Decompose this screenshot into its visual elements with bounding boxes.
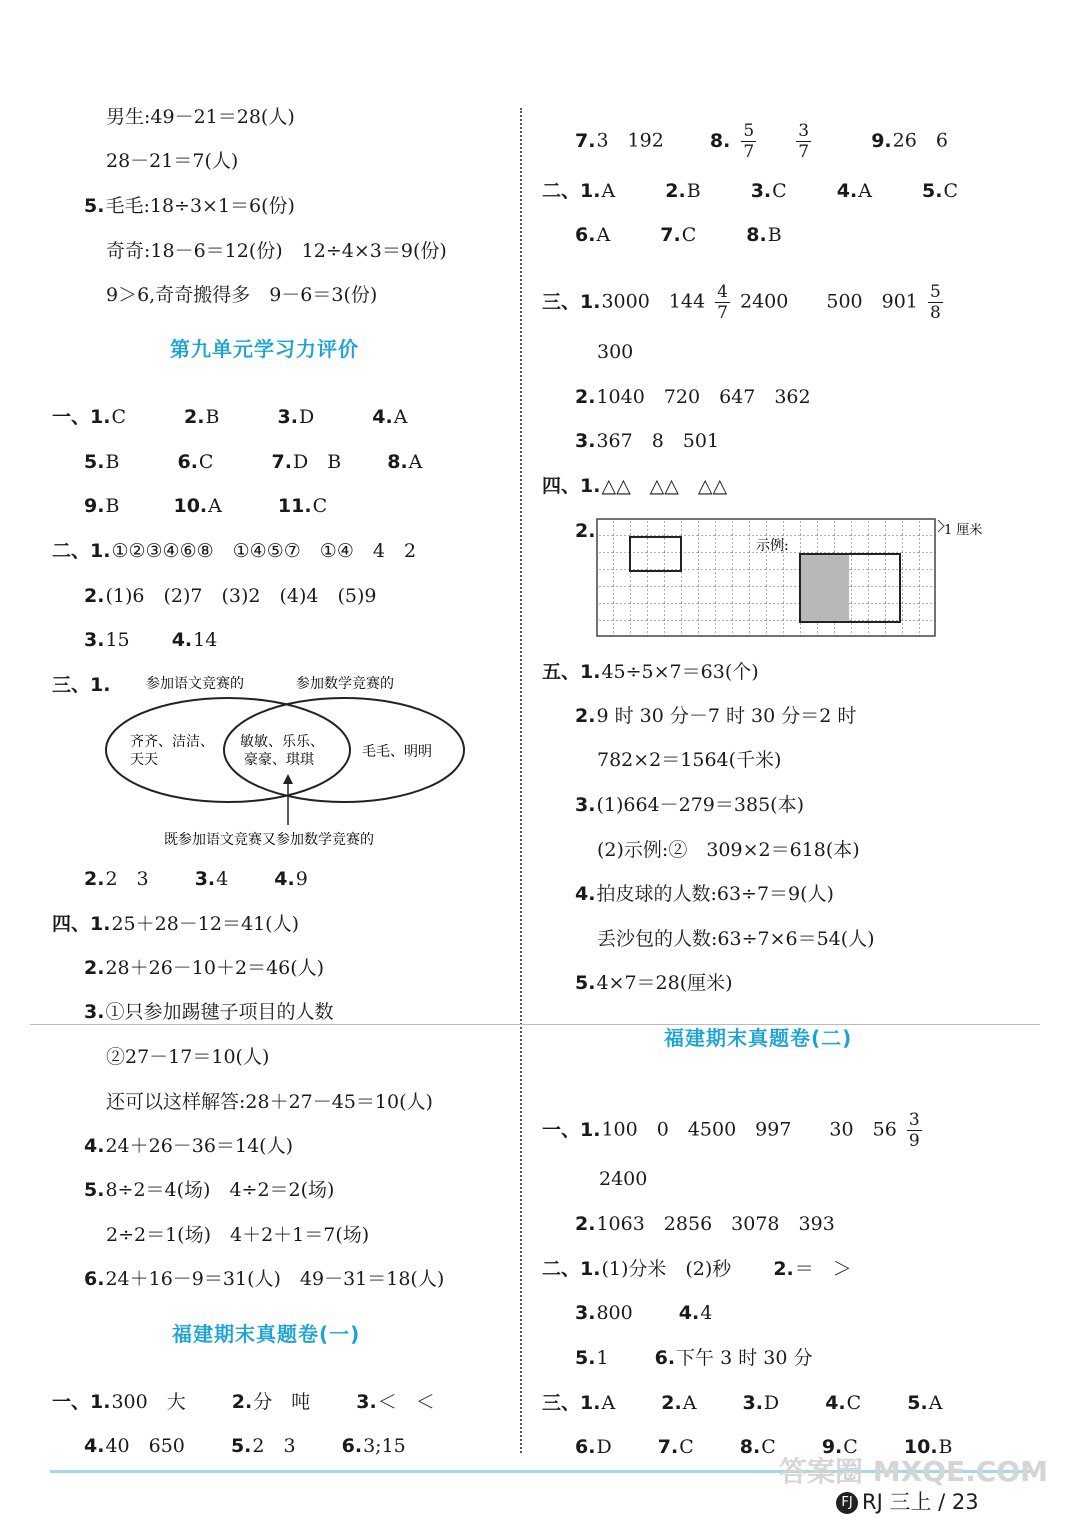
section-title-unit9: 第九单元学习力评价	[170, 337, 359, 361]
page-number: RJ 三上 / 23	[862, 1490, 979, 1514]
answer-line: 男生:49－21＝28(人)	[106, 106, 295, 128]
venn-label-left: 参加语文竞赛的	[146, 676, 244, 692]
answer-line: 三、1.	[52, 674, 111, 696]
answer-line: 四、1.△△ △△ △△	[542, 475, 728, 497]
answer-line: 二、1.(1)分米 (2)秒 2.＝ ＞	[542, 1258, 852, 1280]
shaded-area	[800, 554, 849, 622]
answer-line: 丢沙包的人数:63÷7×6＝54(人)	[597, 928, 875, 950]
answer-line: 2.	[575, 520, 596, 542]
venn-left-only: 齐齐、洁洁、	[130, 734, 214, 750]
venn-caption: 既参加语文竞赛又参加数学竞赛的	[164, 832, 374, 848]
answer-line: 4.40 650 5.2 3 6.3;15	[84, 1435, 406, 1457]
answer-line: 7.3 192 8. $\frac{5}{7}$ $\frac{3}{7}$ 9.26 6	[575, 121, 948, 162]
answer-line: 三、1.A 2.A 3.D 4.C 5.A	[542, 1392, 943, 1414]
answer-line: 28－21＝7(人)	[106, 150, 239, 172]
answer-line: 782×2＝1564(千米)	[597, 749, 782, 771]
answer-line: 3.①只参加踢毽子项目的人数	[84, 1001, 334, 1023]
answer-line: 2.2 3 3.4 4.9	[84, 868, 308, 890]
answer-line: 一、1.300 大 2.分 吨 3.＜ ＜	[52, 1391, 435, 1413]
answer-line: 6.24＋16－9＝31(人) 49－31＝18(人)	[84, 1268, 445, 1290]
fraction: $\frac{4}{7}$	[717, 282, 728, 323]
answer-line: 4.拍皮球的人数:63÷7＝9(人)	[575, 883, 834, 905]
answer-line: 一、1.C 2.B 3.D 4.A	[52, 406, 408, 428]
answer-line: 5.4×7＝28(厘米)	[575, 972, 733, 994]
answer-line: 6.A 7.C 8.B	[575, 224, 782, 246]
grid-figure	[596, 518, 996, 640]
answer-line: 9＞6,奇奇搬得多 9－6＝3(份)	[106, 284, 378, 306]
answer-line: 一、1.100 0 4500 997 30 56 $\frac{3}{9}$	[542, 1110, 920, 1151]
venn-left-only: 天天	[130, 752, 158, 768]
fraction: $\frac{5}{8}$	[929, 282, 941, 323]
answer-line: 五、1.45÷5×7＝63(个)	[542, 661, 759, 683]
answer-line: 奇奇:18－6＝12(份) 12÷4×3＝9(份)	[106, 240, 447, 262]
answer-line: ②27－17＝10(人)	[106, 1046, 270, 1068]
answer-line: 3.(1)664－279＝385(本)	[575, 794, 804, 816]
answer-line: 2.1063 2856 3078 393	[575, 1213, 835, 1235]
answer-line: 四、1.25＋28－12＝41(人)	[52, 913, 299, 935]
answer-line: 三、1.3000 144 $\frac{4}{7}$ 2400 500 901 $\frac{5}{8}$	[542, 282, 941, 323]
fraction: $\frac{5}{7}$	[743, 121, 755, 162]
answer-line: 2.(1)6 (2)7 (3)2 (4)4 (5)9	[84, 585, 377, 607]
section-title-fujian-1: 福建期末真题卷(一)	[172, 1322, 361, 1346]
answer-line: 6.D 7.C 8.C 9.C 10.B	[575, 1436, 953, 1458]
grid-label: 示例:	[756, 538, 789, 554]
fj-badge-icon: FJ	[836, 1492, 858, 1514]
answer-line: 5.B 6.C 7.D B 8.A	[84, 451, 423, 473]
venn-diagram	[100, 670, 480, 855]
answer-line: 3.15 4.14	[84, 629, 218, 651]
answer-line: 4.24＋26－36＝14(人)	[84, 1135, 293, 1157]
answer-line: (2)示例:② 309×2＝618(本)	[597, 839, 860, 861]
section-rule	[30, 1024, 1040, 1025]
answer-line: 2÷2＝1(场) 4＋2＋1＝7(场)	[106, 1224, 370, 1246]
answer-line: 2.9 时 30 分－7 时 30 分＝2 时	[575, 705, 857, 727]
answer-line: 300	[597, 341, 634, 363]
venn-both: 豪豪、琪琪	[244, 752, 314, 768]
answer-line: 5.8÷2＝4(场) 4÷2＝2(场)	[84, 1179, 335, 1201]
column-divider	[520, 108, 522, 1453]
answer-line: 3.367 8 501	[575, 430, 720, 452]
answer-line: 2.1040 720 647 362	[575, 386, 811, 408]
page-footer	[836, 1486, 979, 1516]
venn-right-only: 毛毛、明明	[362, 744, 432, 760]
answer-line: 9.B 10.A 11.C	[84, 495, 328, 517]
section-title-fujian-2: 福建期末真题卷(二)	[664, 1026, 853, 1050]
answer-line: 2400	[599, 1168, 648, 1190]
venn-arrowhead	[283, 774, 293, 784]
watermark: 答案圈 MXQE.COM	[779, 1455, 1048, 1488]
answer-line: 5.1 6.下午 3 时 30 分	[575, 1347, 813, 1369]
venn-circle-chinese	[106, 698, 350, 802]
answer-line: 二、1.A 2.B 3.C 4.A 5.C	[542, 180, 958, 202]
fraction: $\frac{3}{9}$	[908, 1110, 920, 1151]
answer-line: 还可以这样解答:28＋27－45＝10(人)	[106, 1091, 433, 1113]
answer-line: 二、1.①②③④⑥⑧ ①④⑤⑦ ①④ 4 2	[52, 540, 417, 562]
answer-line: 2.28＋26－10＋2＝46(人)	[84, 957, 325, 979]
venn-both: 敏敏、乐乐、	[240, 734, 324, 750]
fraction: $\frac{3}{7}$	[798, 121, 810, 162]
grid-unit: 1 厘米	[944, 523, 983, 538]
answer-line: 5.毛毛:18÷3×1＝6(份)	[84, 195, 295, 217]
answer-line: 3.800 4.4	[575, 1302, 713, 1324]
venn-label-right: 参加数学竞赛的	[296, 676, 394, 692]
